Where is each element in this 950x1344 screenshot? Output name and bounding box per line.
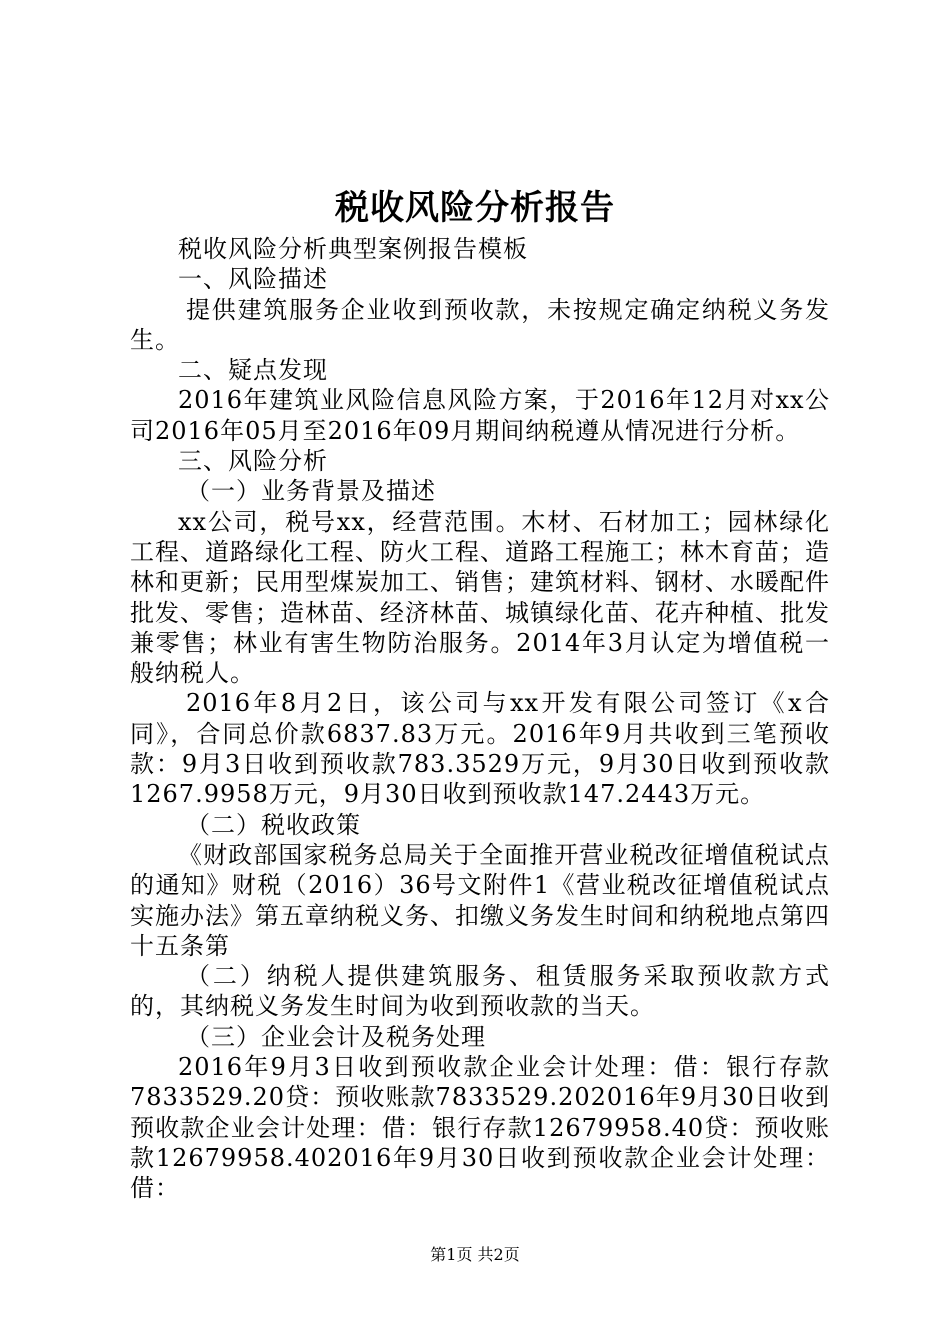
paragraph-business-background: xx公司，税号xx，经营范围。木材、石材加工；园林绿化工程、道路绿化工程、防火工程、道路工程施工；林木育苗；造林和更新；民用型煤炭加工、销售；建筑材料、钢材、水暖配件批发、零售；造林苗、经济林苗、城镇绿化苗、花卉种植、批发兼零售；林业有害生物防治服务。2014年3月认定为增值税一般纳税人。 [130,507,830,688]
document-body [130,234,830,1204]
paragraph-accounting: 2016年9月3日收到预收款企业会计处理：借：银行存款7833529.20贷：预收账款7833529.202016年9月30日收到预收款企业会计处理：借：银行存款12679958.40贷：预收账款12679958.402016年9月30日收到预收款企业会计处理：借： [130,1053,830,1203]
section-heading-risk-analysis: 三、风险分析 [178,447,328,476]
paragraph-doubt-discovery: 2016年建筑业风险信息风险方案，于2016年12月对xx公司2016年05月至2016年09月期间纳税遵从情况进行分析。 [130,386,830,445]
document-title: 税收风险分析报告 [335,188,615,228]
subsection-heading-accounting: （三）企业会计及税务处理 [186,1022,486,1051]
paragraph-risk-description: 提供建筑服务企业收到预收款，未按规定确定纳税义务发生。 [130,295,830,354]
paragraph-contract-details: 2016年8月2日，该公司与xx开发有限公司签订《x合同》，合同总价款6837.83万元。2016年9月共收到三笔预收款：9月3日收到预收款783.3529万元，9月30日收到预收款1267.9958万元，9月30日收到预收款147.2443万元。 [130,689,830,809]
subsection-heading-tax-policy: （二）税收政策 [186,810,361,839]
section-heading-doubt-discovery: 二、疑点发现 [178,356,328,385]
paragraph-tax-obligation-time: （二）纳税人提供建筑服务、租赁服务采取预收款方式的，其纳税义务发生时间为收到预收款的当天。 [130,962,830,1021]
section-heading-risk-description: 一、风险描述 [178,265,328,294]
subsection-heading-business-background: （一）业务背景及描述 [186,477,436,506]
subtitle-paragraph: 税收风险分析典型案例报告模板 [178,235,528,263]
paragraph-tax-policy: 《财政部国家税务总局关于全面推开营业税改征增值税试点的通知》财税（2016）36号文附件1《营业税改征增值税试点实施办法》第五章纳税义务、扣缴义务发生时间和纳税地点第四十五条第 [130,840,830,960]
page-footer: 第1页 共2页 [430,1245,520,1264]
